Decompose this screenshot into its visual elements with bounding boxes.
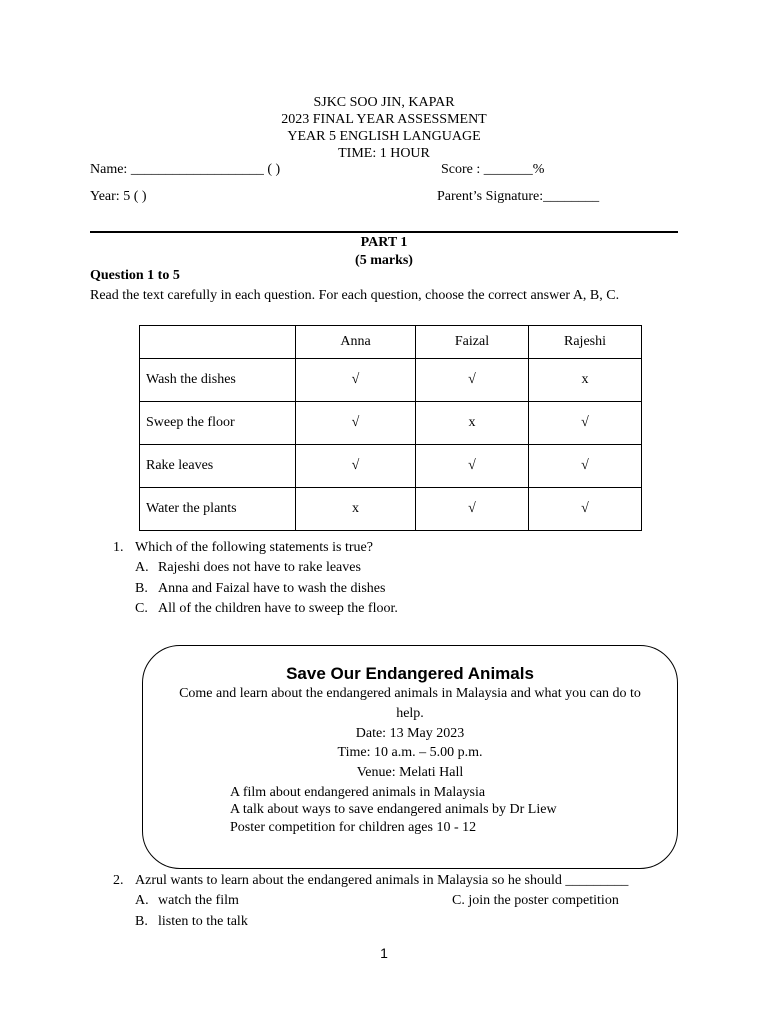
notice-item: A film about endangered animals in Malaysia bbox=[230, 785, 486, 800]
table-header-cell: Anna bbox=[296, 326, 416, 359]
score-field: Score : _______% bbox=[441, 162, 545, 177]
q1-number: 1. bbox=[113, 540, 124, 555]
q1-option-letter: A. bbox=[135, 560, 149, 575]
q2-option-c bbox=[452, 893, 619, 909]
mark-cell: √ bbox=[416, 445, 529, 488]
mark-cell: x bbox=[416, 402, 529, 445]
notice-venue: Venue: Melati Hall bbox=[356, 765, 464, 780]
notice-item: A talk about ways to save endangered animals by Dr Liew bbox=[230, 802, 557, 817]
task-cell: Sweep the floor bbox=[140, 402, 296, 445]
q1-option-letter: B. bbox=[135, 581, 148, 596]
divider-line bbox=[90, 231, 678, 233]
notice-title: Save Our Endangered Animals bbox=[286, 664, 534, 683]
school-name: SJKC SOO JIN, KAPAR bbox=[313, 95, 455, 110]
mark-cell: √ bbox=[529, 445, 642, 488]
q1-option-letter: C. bbox=[135, 601, 148, 616]
q1-option-a: Rajeshi does not have to rake leaves bbox=[158, 560, 361, 575]
notice-date: Date: 13 May 2023 bbox=[355, 726, 465, 741]
notice-intro: Come and learn about the endangered animals in Malaysia and what you can do to bbox=[179, 686, 641, 701]
name-field: Name: ___________________ ( ) bbox=[90, 162, 281, 177]
q2-option-b: listen to the talk bbox=[158, 914, 248, 929]
q2-option-letter: A. bbox=[135, 893, 149, 908]
part-marks: (5 marks) bbox=[355, 253, 413, 268]
table-header-row bbox=[140, 326, 642, 359]
table-header-cell: Rajeshi bbox=[529, 326, 642, 359]
q2-number: 2. bbox=[113, 873, 124, 888]
q2-text: Azrul wants to learn about the endangered animals in Malaysia so he should _________ bbox=[135, 873, 629, 888]
table-header-cell: Faizal bbox=[416, 326, 529, 359]
q2-option-c-text: join the poster competition bbox=[468, 893, 619, 908]
table-row bbox=[140, 488, 642, 531]
instruction-text: Read the text carefully in each question. For each question, choose the correct answer A, B, C. bbox=[90, 288, 620, 303]
notice-intro-cont: help. bbox=[396, 706, 424, 721]
q1-option-c: All of the children have to sweep the floor. bbox=[158, 601, 398, 616]
mark-cell: x bbox=[529, 359, 642, 402]
q2-option-a: watch the film bbox=[158, 893, 239, 908]
mark-cell: √ bbox=[529, 402, 642, 445]
subject-title: YEAR 5 ENGLISH LANGUAGE bbox=[287, 129, 481, 144]
task-cell: Wash the dishes bbox=[140, 359, 296, 402]
mark-cell: √ bbox=[529, 488, 642, 531]
table-row bbox=[140, 359, 642, 402]
page-number: 1 bbox=[380, 945, 388, 961]
notice-time: Time: 10 a.m. – 5.00 p.m. bbox=[337, 745, 483, 760]
q2-option-letter: C. bbox=[452, 893, 465, 908]
chores-table bbox=[139, 325, 642, 531]
parent-signature-field: Parent’s Signature:________ bbox=[437, 189, 600, 204]
mark-cell: √ bbox=[416, 359, 529, 402]
task-cell: Rake leaves bbox=[140, 445, 296, 488]
assessment-title: 2023 FINAL YEAR ASSESSMENT bbox=[281, 112, 487, 127]
year-field: Year: 5 ( ) bbox=[90, 189, 147, 204]
q1-text: Which of the following statements is true? bbox=[135, 540, 373, 555]
question-range: Question 1 to 5 bbox=[90, 268, 180, 283]
mark-cell: √ bbox=[416, 488, 529, 531]
exam-time: TIME: 1 HOUR bbox=[338, 146, 430, 161]
table-row bbox=[140, 445, 642, 488]
mark-cell: x bbox=[296, 488, 416, 531]
task-cell: Water the plants bbox=[140, 488, 296, 531]
part-title: PART 1 bbox=[360, 235, 408, 250]
table-header-cell bbox=[140, 326, 296, 359]
table-row bbox=[140, 402, 642, 445]
mark-cell: √ bbox=[296, 402, 416, 445]
q2-option-letter: B. bbox=[135, 914, 148, 929]
notice-item: Poster competition for children ages 10 - 12 bbox=[230, 820, 477, 835]
mark-cell: √ bbox=[296, 445, 416, 488]
mark-cell: √ bbox=[296, 359, 416, 402]
q1-option-b: Anna and Faizal have to wash the dishes bbox=[158, 581, 386, 596]
notice-box bbox=[142, 645, 678, 869]
